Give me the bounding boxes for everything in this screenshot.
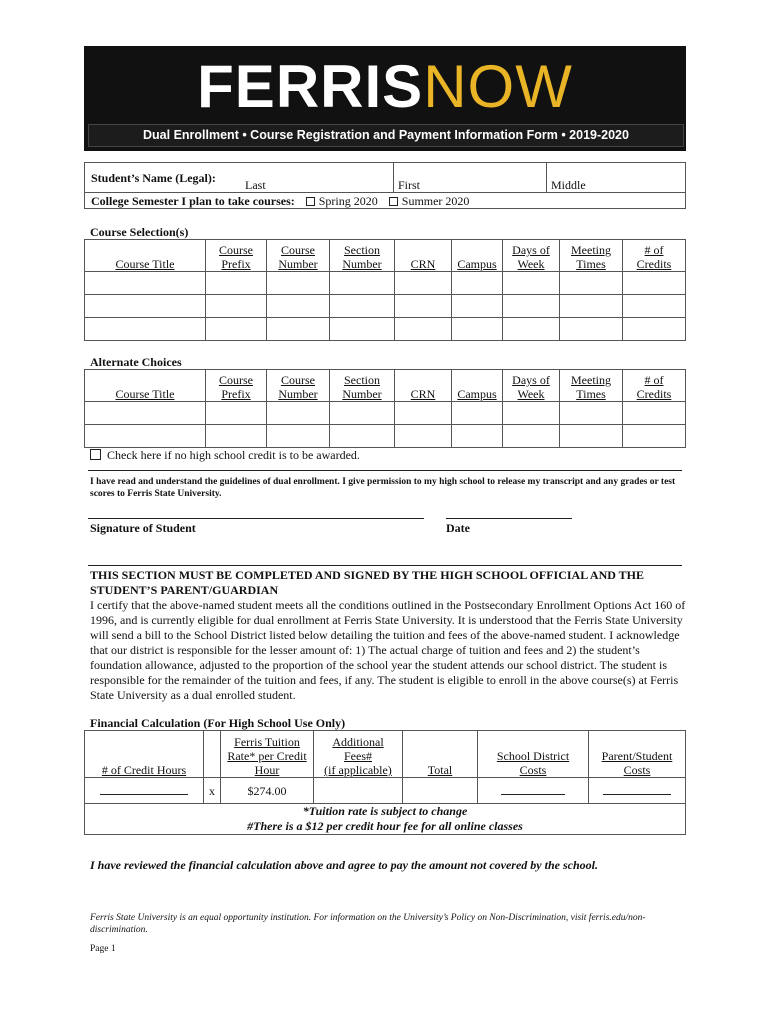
alternate-choices-heading: Alternate Choices — [90, 355, 182, 369]
course-header-crn: CRN — [395, 240, 452, 272]
table-cell-input[interactable] — [330, 402, 395, 425]
first-name-field[interactable]: First — [394, 163, 547, 193]
section-heading: THIS SECTION MUST BE COMPLETED AND SIGNED BY THE HIGH SCHOOL OFFICIAL AND THE STUDENT’S PARENT/GUARDIAN — [90, 568, 645, 597]
table-cell-input[interactable] — [395, 402, 452, 425]
ferrisnow-logo: FERRISNOW — [197, 53, 573, 120]
course-header-course-title: Course Title — [85, 240, 206, 272]
table-cell-input[interactable] — [503, 425, 560, 448]
table-row — [85, 402, 686, 425]
signature-label: Signature of Student — [90, 521, 196, 535]
table-cell-input[interactable] — [395, 272, 452, 295]
district-costs-input[interactable] — [478, 778, 589, 804]
alt-header-course-title: Course Title — [85, 370, 206, 402]
course-header-course-prefix: Course Prefix — [206, 240, 267, 272]
credit-hours-header: # of Credit Hours — [101, 763, 187, 777]
table-cell-input[interactable] — [206, 425, 267, 448]
table-row — [85, 318, 686, 341]
spring-checkbox[interactable] — [306, 197, 315, 206]
table-cell-input[interactable] — [330, 318, 395, 341]
summer-option-label: Summer 2020 — [401, 193, 470, 208]
table-cell-input[interactable] — [452, 272, 503, 295]
table-cell-input[interactable] — [452, 295, 503, 318]
last-name-field[interactable]: Last — [241, 163, 394, 193]
course-header-section-number: Section Number — [330, 240, 395, 272]
total-header: Total — [427, 763, 453, 777]
parent-costs-input[interactable] — [589, 778, 686, 804]
table-cell-input[interactable] — [206, 402, 267, 425]
online-fee-note: #There is a $12 per credit hour fee for all online classes — [247, 819, 523, 833]
table-cell-input[interactable] — [623, 402, 686, 425]
divider — [88, 565, 682, 566]
review-statement: I have reviewed the financial calculation above and agree to pay the amount not covered by the school. — [90, 858, 598, 872]
alt-header-credits: # of Credits — [623, 370, 686, 402]
financial-heading: Financial Calculation (For High School Use Only) — [90, 716, 346, 730]
alt-header-days-of-week: Days of Week — [503, 370, 560, 402]
no-credit-label: Check here if no high school credit is to be awarded. — [107, 448, 360, 462]
table-cell-input[interactable] — [330, 295, 395, 318]
course-header-campus: Campus — [452, 240, 503, 272]
student-info-table — [84, 162, 686, 209]
no-credit-checkbox[interactable] — [90, 449, 101, 460]
page-number: Page 1 — [90, 944, 116, 954]
fees-input[interactable] — [314, 778, 403, 804]
table-cell-input[interactable] — [267, 272, 330, 295]
table-cell-input[interactable] — [560, 295, 623, 318]
table-cell-input[interactable] — [623, 425, 686, 448]
signature-line[interactable] — [88, 518, 424, 519]
form-subtitle: Dual Enrollment • Course Registration and Payment Information Form • 2019-2020 — [88, 124, 684, 147]
tuition-note: *Tuition rate is subject to change — [302, 804, 468, 818]
multiply-sign: x — [209, 783, 215, 798]
certification-paragraph: I certify that the above-named student meets all the conditions outlined in the Postsecondary Enrollment Options Act 160 of 1996, and is currently eligible for dual enrollment at Ferris State University. It is understood that the Ferris State University will send a bill to the School District listed below detailing the tuition and fees of the above-named student. I acknowledge that our district is responsible for the lesser amount of: 1) The actual charge of tuition and fees and 2) the student’s foundation allowance, adjusted to the proportion of the school year the student attends our school district. The student is responsible for the remainder of the tuition and fees, if any. The student is eligible to enroll in the above course(s) at Ferris State University as a dual enrolled student. — [90, 598, 686, 702]
table-cell-input[interactable] — [503, 295, 560, 318]
table-cell-input[interactable] — [267, 295, 330, 318]
table-cell-input[interactable] — [85, 425, 206, 448]
table-cell-input[interactable] — [452, 425, 503, 448]
table-cell-input[interactable] — [85, 272, 206, 295]
table-cell-input[interactable] — [452, 402, 503, 425]
table-cell-input[interactable] — [330, 272, 395, 295]
total-input[interactable] — [403, 778, 478, 804]
table-cell-input[interactable] — [395, 295, 452, 318]
alt-header-course-prefix: Course Prefix — [206, 370, 267, 402]
alt-header-meeting-times: Meeting Times — [560, 370, 623, 402]
alt-header-crn: CRN — [395, 370, 452, 402]
table-cell-input[interactable] — [267, 318, 330, 341]
table-cell-input[interactable] — [330, 425, 395, 448]
table-cell-input[interactable] — [267, 425, 330, 448]
table-cell-input[interactable] — [206, 295, 267, 318]
divider — [88, 470, 682, 471]
table-cell-input[interactable] — [206, 318, 267, 341]
table-cell-input[interactable] — [85, 402, 206, 425]
tuition-rate-value: $274.00 — [247, 783, 287, 798]
table-cell-input[interactable] — [560, 402, 623, 425]
table-cell-input[interactable] — [560, 425, 623, 448]
table-row — [85, 272, 686, 295]
table-cell-input[interactable] — [85, 295, 206, 318]
table-cell-input[interactable] — [503, 318, 560, 341]
course-header-meeting-times: Meeting Times — [560, 240, 623, 272]
agreement-text: I have read and understand the guidelines of dual enrollment. I give permission to my high school to release my transcript and any grades or test scores to Ferris State University. — [90, 477, 676, 499]
student-name-label: Student’s Name (Legal): — [91, 170, 216, 185]
summer-checkbox[interactable] — [389, 197, 398, 206]
table-cell-input[interactable] — [503, 272, 560, 295]
table-cell-input[interactable] — [395, 425, 452, 448]
course-header-credits: # of Credits — [623, 240, 686, 272]
date-label: Date — [446, 521, 470, 535]
table-cell-input[interactable] — [267, 402, 330, 425]
table-cell-input[interactable] — [560, 272, 623, 295]
alt-header-section-number: Section Number — [330, 370, 395, 402]
table-cell-input[interactable] — [623, 318, 686, 341]
middle-name-field[interactable]: Middle — [547, 163, 686, 193]
table-cell-input[interactable] — [560, 318, 623, 341]
table-row — [85, 295, 686, 318]
table-cell-input[interactable] — [85, 318, 206, 341]
course-header-days-of-week: Days of Week — [503, 240, 560, 272]
course-selection-heading: Course Selection(s) — [90, 225, 189, 239]
credit-hours-input[interactable] — [85, 778, 204, 804]
date-line[interactable] — [446, 518, 572, 519]
table-cell-input[interactable] — [452, 318, 503, 341]
footer-note: Ferris State University is an equal opportunity institution. For information on the University’s Policy on Non-Discrimination, visit ferris.edu/non-discrimination. — [90, 913, 646, 935]
financial-table: # of Credit Hours Ferris Tuition Rate* per Credit Hour Additional Fees# (if applicable) Total School District Costs Parent/Student Costs x $274.00 *Tuition rate is subject to change #There is a $12 per credit hour fee for all online classes — [84, 730, 686, 835]
course-header-course-number: Course Number — [267, 240, 330, 272]
table-row — [85, 425, 686, 448]
semester-label: College Semester I plan to take courses: — [91, 193, 295, 208]
table-cell-input[interactable] — [503, 402, 560, 425]
alt-header-campus: Campus — [452, 370, 503, 402]
table-cell-input[interactable] — [623, 295, 686, 318]
course-selection-table — [84, 239, 686, 341]
alternate-choices-table — [84, 369, 686, 448]
table-cell-input[interactable] — [395, 318, 452, 341]
alt-header-course-number: Course Number — [267, 370, 330, 402]
table-cell-input[interactable] — [623, 272, 686, 295]
table-cell-input[interactable] — [206, 272, 267, 295]
spring-option-label: Spring 2020 — [318, 193, 378, 208]
